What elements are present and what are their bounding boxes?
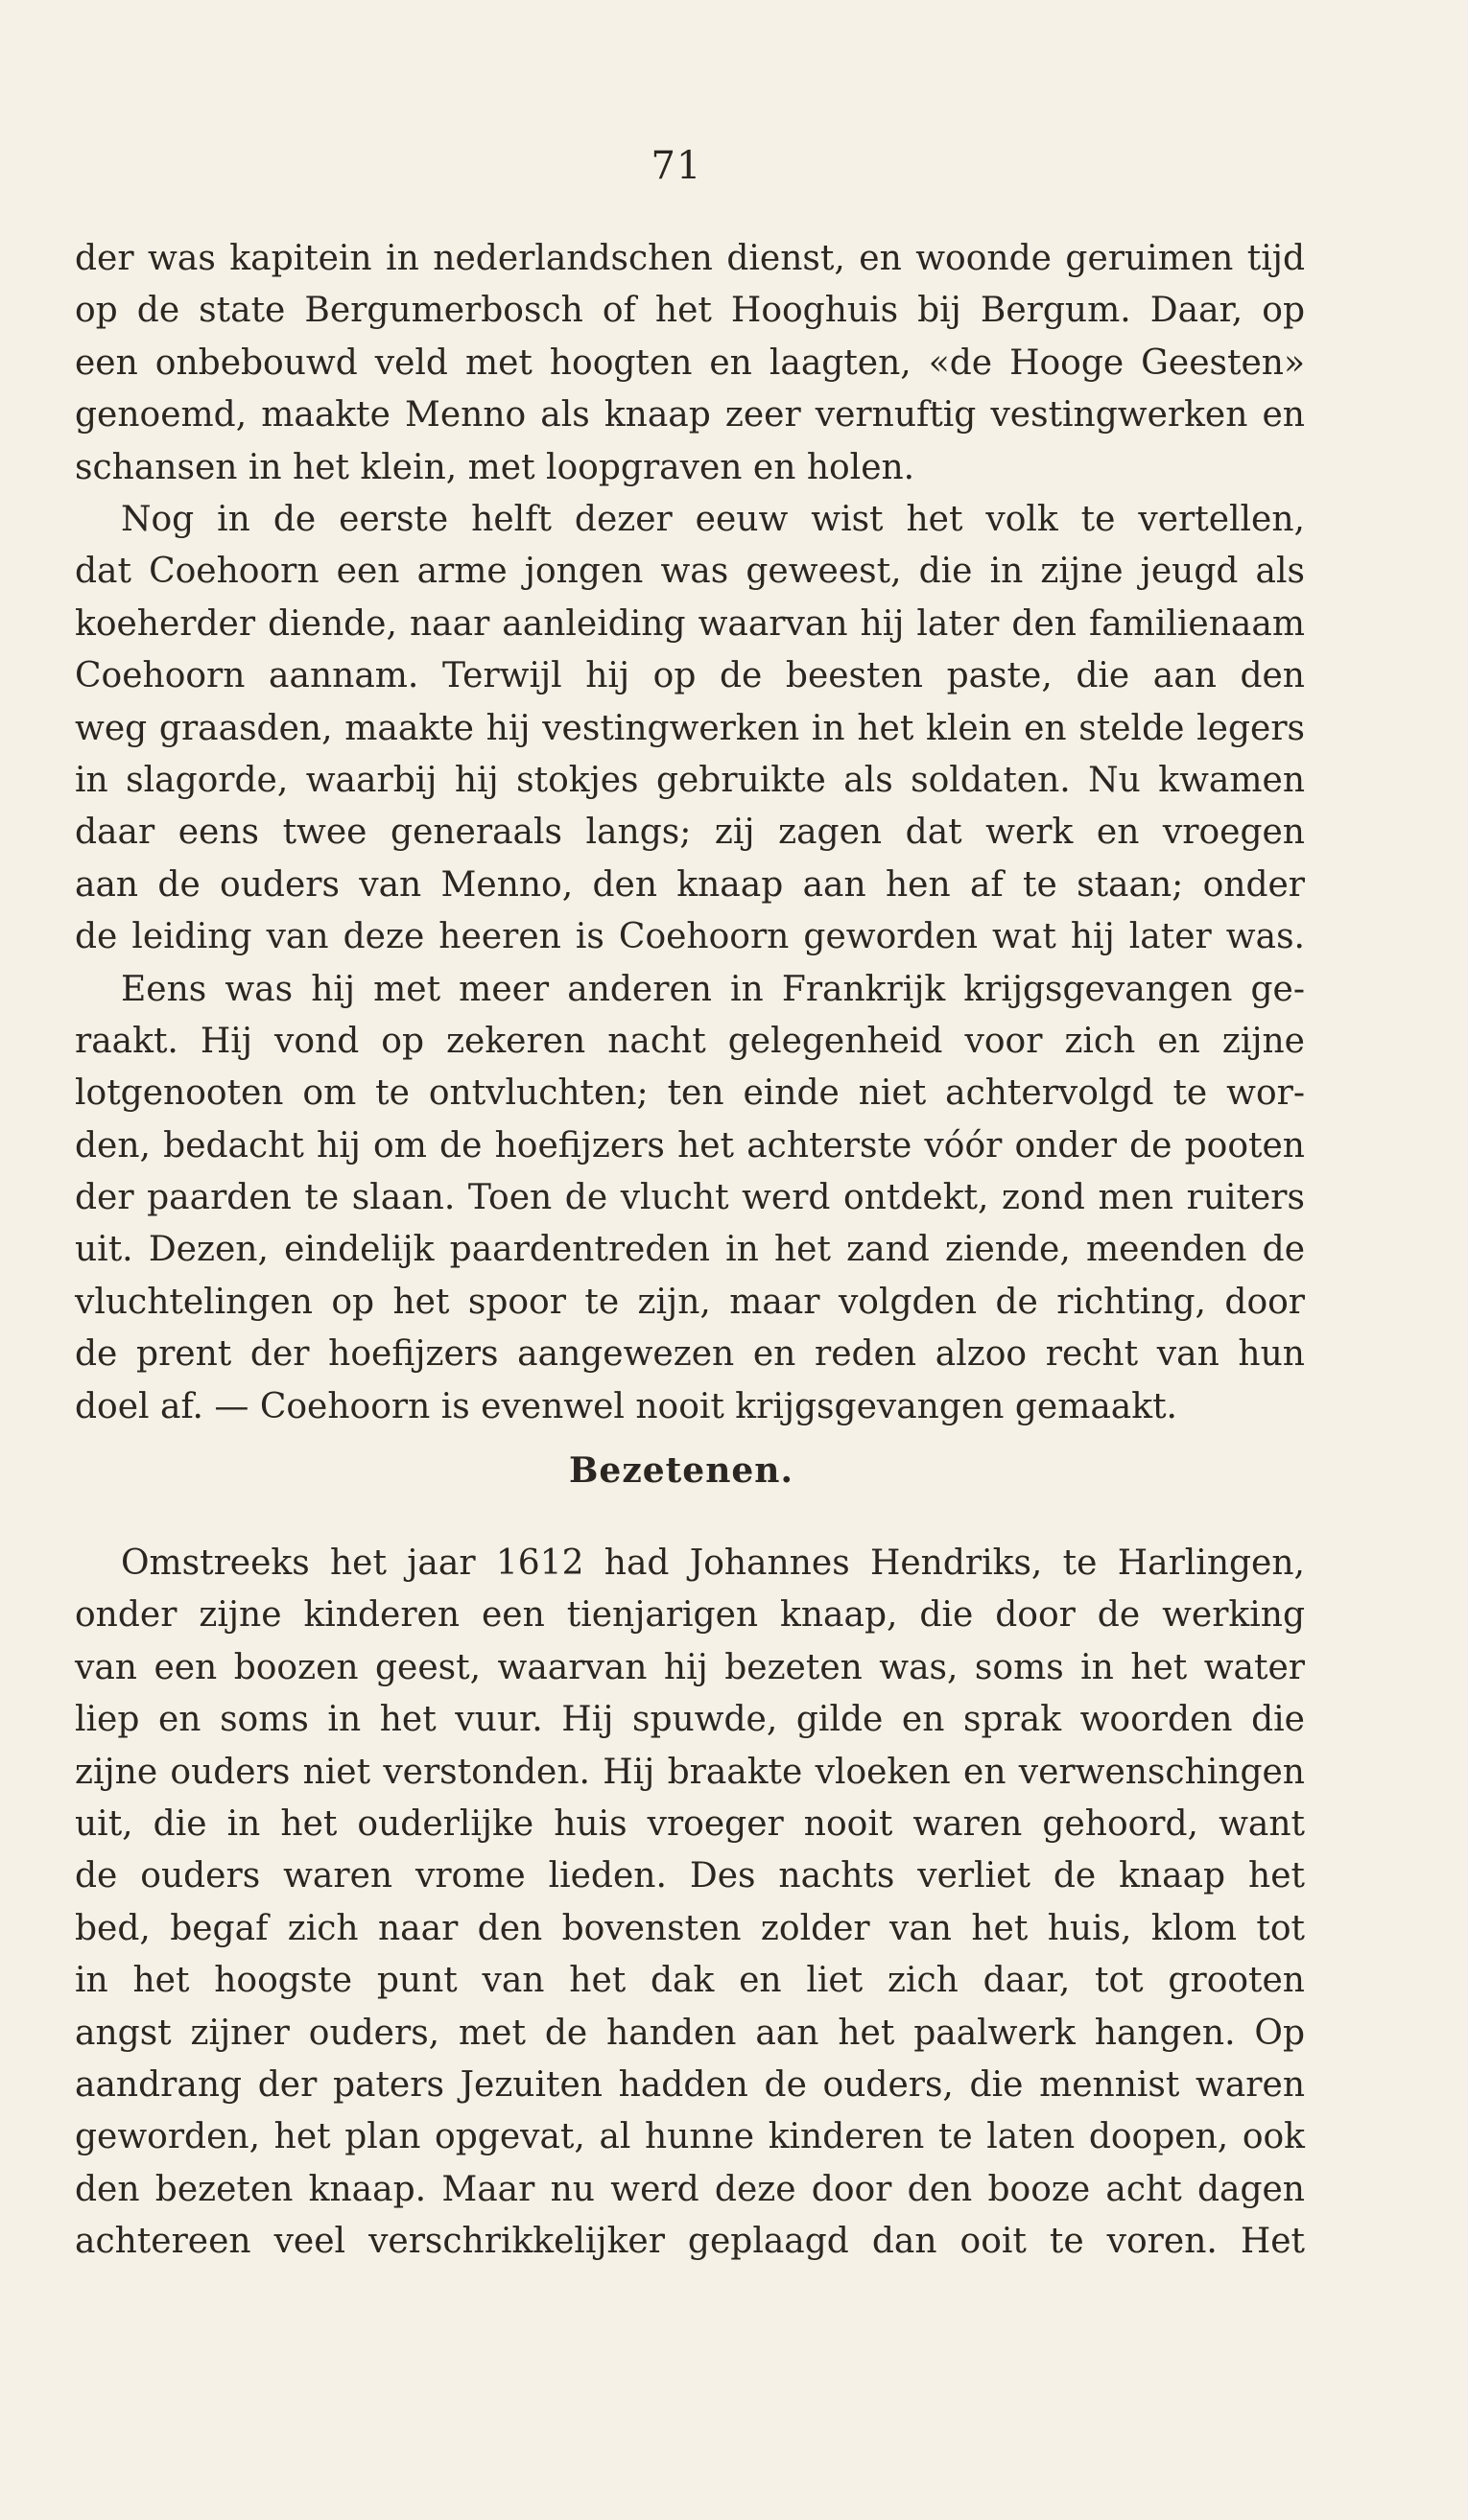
text-line: lotgenooten om te ontvluchten; ten einde niet achtervolgd te wor-	[75, 1073, 1305, 1114]
text-line: onder zijne kinderen een tienjarigen knaap, die door de werking	[75, 1595, 1305, 1636]
text-line: de prent der hoefijzers aangewezen en reden alzoo recht van hun	[75, 1334, 1305, 1375]
text-line: Nog in de eerste helft dezer eeuw wist het volk te vertellen,	[121, 500, 1305, 539]
text-line: daar eens twee generaals langs; zij zagen dat werk en vroegen	[75, 813, 1305, 853]
text-line: achtereen veel verschrikkelijker geplaagd dan ooit te voren. Het	[75, 2222, 1305, 2262]
text-line: op de state Bergumerbosch of het Hooghuis bij Bergum. Daar, op	[75, 291, 1305, 331]
text-line: Eens was hij met meer anderen in Frankrijk krijgsgevangen ge-	[121, 969, 1305, 1009]
text-line: dat Coehoorn een arme jongen was geweest, die in zijne jeugd als	[75, 552, 1305, 592]
text-line: vluchtelingen op het spoor te zijn, maar volgden de richting, door	[75, 1282, 1305, 1322]
text-line: weg graasden, maakte hij vestingwerken in het klein en stelde legers	[75, 708, 1305, 748]
text-line: de ouders waren vrome lieden. Des nachts verliet de knaap het	[75, 1856, 1305, 1896]
text-line: uit. Dezen, eindelijk paardentreden in het zand ziende, meenden de	[75, 1230, 1305, 1270]
text-line: koeherder diende, naar aanleiding waarvan hij later den familienaam	[75, 603, 1305, 644]
text-line: zijne ouders niet verstonden. Hij braakte vloeken en verwenschingen	[75, 1752, 1305, 1792]
page-number: 71	[651, 144, 702, 188]
text-line: angst zijner ouders, met de handen aan het paalwerk hangen. Op	[75, 2013, 1305, 2053]
text-line: genoemd, maakte Menno als knaap zeer vernuftig vestingwerken en	[75, 395, 1305, 436]
text-line: Coehoorn aannam. Terwijl hij op de beesten paste, die aan den	[75, 656, 1305, 696]
text-line: uit, die in het ouderlijke huis vroeger nooit waren gehoord, want	[75, 1803, 1305, 1844]
text-line: van een boozen geest, waarvan hij bezeten was, soms in het water	[75, 1647, 1305, 1687]
text-line: aan de ouders van Menno, den knaap aan hen af te staan; onder	[75, 864, 1305, 905]
text-line: der was kapitein in nederlandschen dienst, en woonde geruimen tijd	[75, 239, 1305, 278]
text-line: Omstreeks het jaar 1612 had Johannes Hendriks, te Harlingen,	[121, 1543, 1305, 1583]
text-line: raakt. Hij vond op zekeren nacht gelegenheid voor zich en zijne	[75, 1021, 1305, 1061]
section-heading: Bezetenen.	[569, 1450, 793, 1491]
text-line: den bezeten knaap. Maar nu werd deze door den booze acht dagen	[75, 2169, 1305, 2209]
text-line: den, bedacht hij om de hoefijzers het achterste vóór onder de pooten	[75, 1125, 1305, 1166]
text-line: geworden, het plan opgevat, al hunne kinderen te laten doopen, ook	[75, 2117, 1305, 2157]
text-line: doel af. — Coehoorn is evenwel nooit krijgsgevangen gemaakt.	[75, 1386, 1177, 1426]
text-line: in slagorde, waarbij hij stokjes gebruikte als soldaten. Nu kwamen	[75, 760, 1305, 800]
text-line: de leiding van deze heeren is Coehoorn geworden wat hij later was.	[75, 917, 1305, 957]
text-line: schansen in het klein, met loopgraven en holen.	[75, 447, 915, 487]
text-line: een onbebouwd veld met hoogten en laagten, «de Hooge Geesten»	[75, 342, 1305, 383]
text-line: bed, begaf zich naar den bovensten zolder van het huis, klom tot	[75, 1908, 1305, 1948]
text-line: der paarden te slaan. Toen de vlucht werd ontdekt, zond men ruiters	[75, 1178, 1305, 1218]
text-line: in het hoogste punt van het dak en liet zich daar, tot grooten	[75, 1961, 1305, 2001]
paragraph-bezetenen	[75, 1538, 1305, 2268]
paragraph-coehoorn	[75, 494, 1305, 1433]
text-line: aandrang der paters Jezuiten hadden de ouders, die mennist waren	[75, 2064, 1305, 2105]
paragraph-continuation	[75, 233, 1305, 494]
text-line: liep en soms in het vuur. Hij spuwde, gilde en sprak woorden die	[75, 1700, 1305, 1740]
